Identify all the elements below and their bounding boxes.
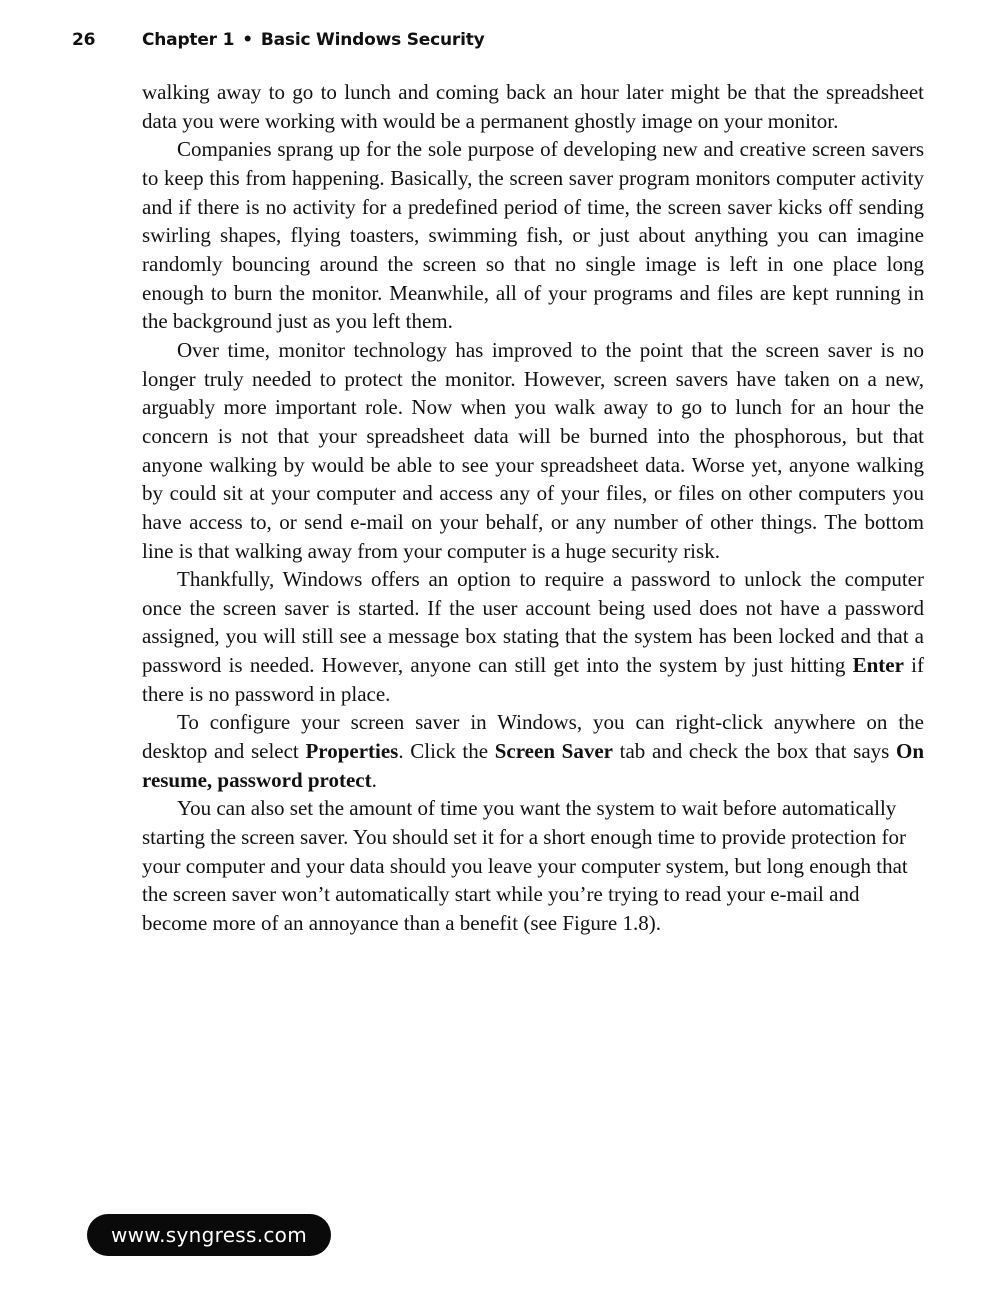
paragraph-2: Companies sprang up for the sole purpose of developing new and creative screen savers to keep this from happening. Basically, the screen saver program monitors computer activity and if there is no activity for a predefined period of time, the screen saver kicks off sending swirling shapes, flying toasters, swimming fish, or just about anything you can imagine randomly bouncing around the screen so that no single image is left in one place long enough to burn the monitor. Meanwhile, all of your programs and files are kept running in the background just as you left them. — [142, 137, 924, 334]
enter-key-term: Enter — [852, 653, 904, 678]
header-separator: • — [242, 30, 253, 50]
paragraph-1: walking away to go to lunch and coming back an hour later might be that the spreadsheet data you were working with would be a permanent ghostly image on your monitor. — [142, 80, 924, 133]
paragraph-5-text-4: . — [371, 767, 377, 792]
page-number: 26 — [72, 30, 96, 50]
chapter-label: Chapter 1 — [142, 30, 235, 50]
paragraph-4 — [142, 565, 924, 708]
paragraph-6: You can also set the amount of time you want the system to wait before automatically starting the screen saver. You should set it for a short enough time to provide protection for your computer and your data should you leave your computer system, but long enough that the screen saver won’t automatically start while you’re trying to read your e-mail and become more of an annoyance than a benefit (see Figure 1.8). — [142, 796, 908, 936]
paragraph-5-text-2: . Click the — [398, 739, 495, 764]
paragraph-4-text-before: Thankfully, Windows offers an option to require a password to unlock the computer once the screen saver is started. If the user account being used does not have a password assigned, you will still see a message box stating that the system has been locked and that a password is needed. However, anyone can still get into the system by just hitting — [142, 567, 924, 678]
running-header — [72, 30, 485, 50]
paragraph-5-text-3: tab and check the box that says — [612, 739, 896, 764]
section-title: Basic Windows Security — [260, 30, 485, 50]
body-text — [142, 78, 924, 938]
paragraph-3: Over time, monitor technology has improved to the point that the screen saver is no longer truly needed to protect the monitor. However, screen savers have taken on a new, arguably more important role. Now when you walk away to go to lunch for an hour the concern is not that your spreadsheet data will be burned into the phosphorous, but that anyone walking by would be able to see your spreadsheet data. Worse yet, anyone walking by could sit at your computer and access any of your files, or files on other computers you have access to, or send e-mail on your behalf, or any number of other things. The bottom line is that walking away from your computer is a huge security risk. — [142, 337, 924, 563]
screen-saver-term: Screen Saver — [494, 739, 613, 764]
paragraph-5-text-1: To configure your screen saver in Windows, you can right-click anywhere on the desktop and select — [142, 710, 924, 764]
paragraph-5 — [142, 708, 924, 794]
on-resume-term: On resume, password protect — [142, 739, 925, 792]
paragraph-4-text-after: if there is no password in place. — [142, 653, 924, 706]
syngress-url-badge[interactable]: www.syngress.com — [87, 1214, 331, 1256]
properties-term: Properties — [305, 739, 399, 764]
